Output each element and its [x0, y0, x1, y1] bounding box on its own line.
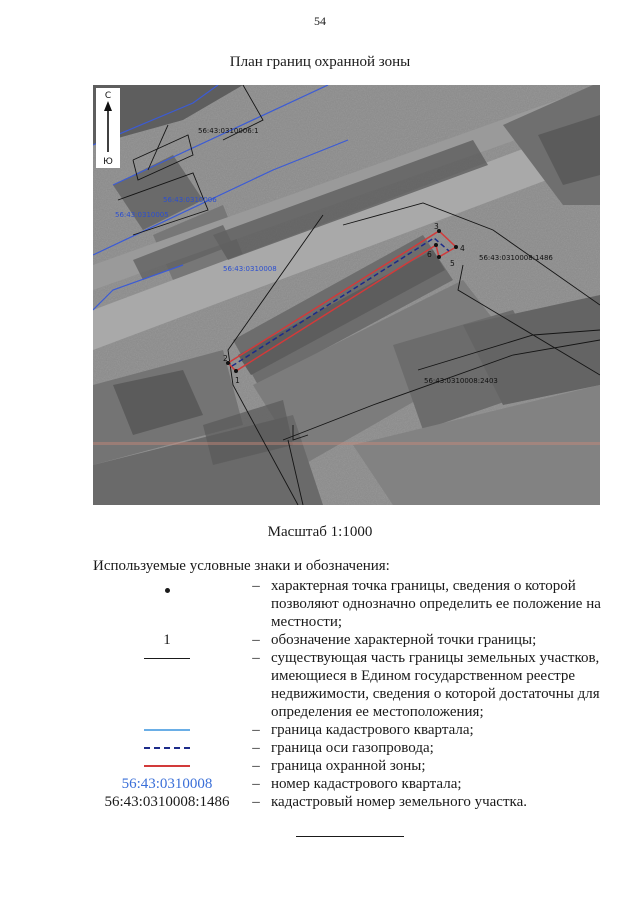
compass-south-label: Ю [103, 157, 113, 167]
parcel-label-right: 56:43:0310008:1486 [479, 254, 553, 262]
point-marker-icon [165, 588, 170, 593]
point-number-sample: 1 [163, 632, 171, 648]
legend-item-gas-axis: – граница оси газопровода; [93, 739, 603, 757]
point-label-1: 1 [235, 376, 240, 385]
legend-item-point-number: 1 – обозначение характерной точки границы; [163, 632, 537, 648]
legend [93, 577, 603, 811]
point-label-4: 4 [460, 244, 465, 253]
legend-item-parcel-boundary: – существующая часть границы земельных участков, имеющиеся в Едином государственном реестре недвижимости, сведения о которой достаточны для определения ее местоположения; [93, 649, 603, 721]
legend-item-quarter-boundary: – граница кадастрового квартала; [93, 721, 603, 739]
point-label-5: 5 [450, 259, 455, 268]
parcel-number-sample: 56:43:0310008:1486 [104, 794, 230, 810]
point-label-3: 3 [434, 222, 439, 231]
cadastral-map [93, 85, 600, 505]
quarter-label-main: 56:43:0310008 [223, 265, 277, 273]
quarter-label-a: 56:43:0310006 [163, 196, 217, 204]
red-line-icon [144, 765, 190, 767]
bottom-divider [296, 836, 404, 837]
compass-north-label: С [104, 91, 112, 101]
scale-label: Масштаб 1:1000 [267, 524, 373, 540]
page-number: 54 [314, 14, 326, 28]
parcel-label-top: 56:43:0310006:1 [198, 127, 259, 135]
legend-heading: Используемые условные знаки и обозначения: [93, 558, 390, 574]
quarter-label-b: 56:43:0310005 [115, 211, 169, 219]
legend-item-parcel-number: 56:43:0310008:1486 – кадастровый номер земельного участка. [104, 794, 527, 810]
blue-line-icon [144, 729, 190, 731]
black-line-icon [144, 658, 190, 659]
legend-item-quarter-number: 56:43:0310008 – номер кадастрового квартала; [121, 776, 462, 792]
dashed-line-icon [144, 747, 190, 749]
legend-item-point: – характерная точка границы, сведения о которой позволяют однозначно определить ее положение на местности; [93, 577, 603, 631]
scan-artifact [93, 442, 600, 445]
quarter-number-sample: 56:43:0310008 [121, 776, 213, 792]
point-label-2: 2 [223, 354, 228, 363]
legend-item-protection-zone: – граница охранной зоны; [93, 757, 603, 775]
point-label-6: 6 [427, 250, 432, 259]
plan-title: План границ охранной зоны [229, 54, 411, 70]
parcel-label-bottom: 56:43:0310008:2403 [424, 377, 498, 385]
north-arrow-icon [96, 88, 120, 168]
